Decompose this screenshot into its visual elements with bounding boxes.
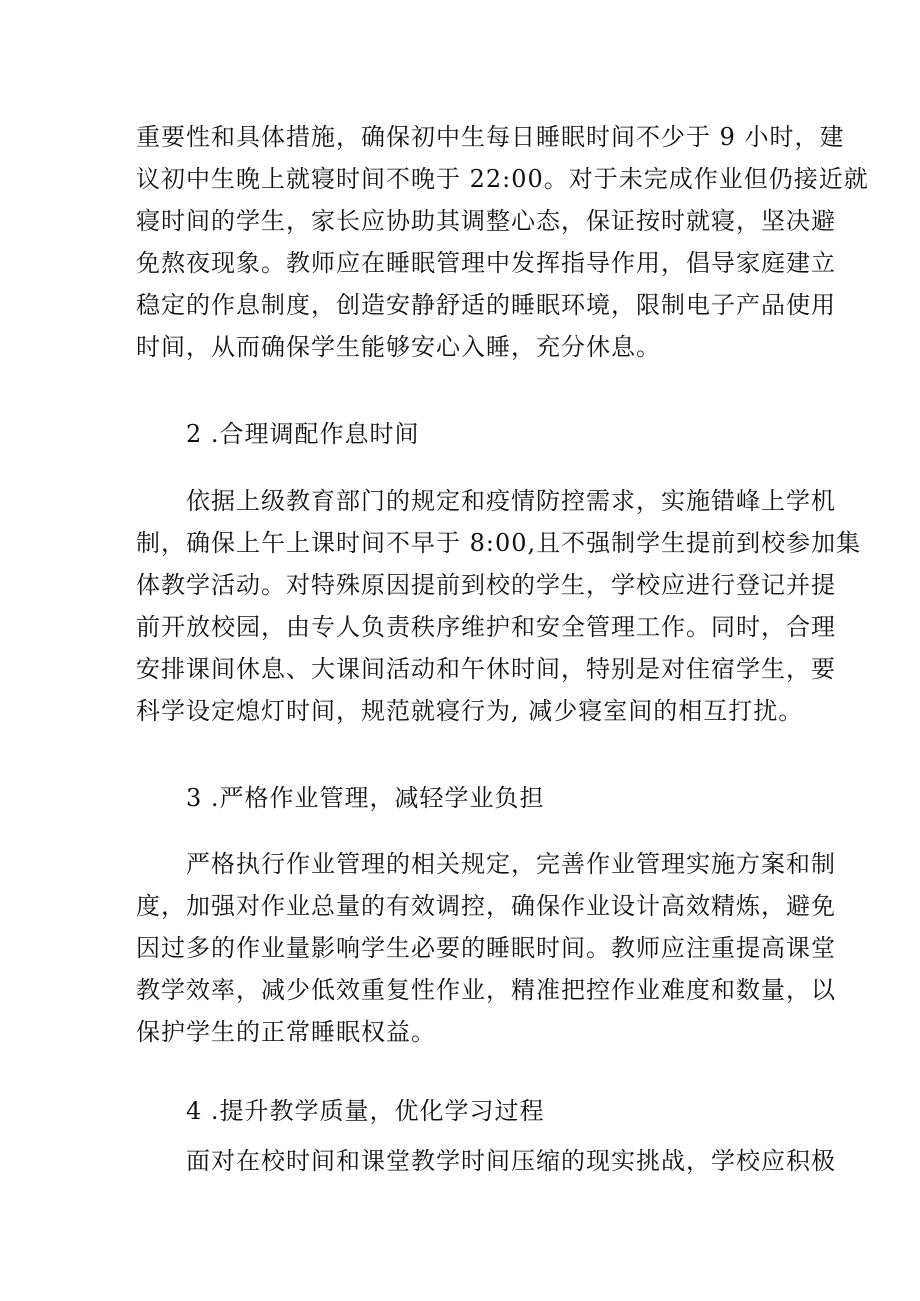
text-line: 议初中生晚上就寝时间不晚于 22:00。对于未完成作业但仍接近就 [136, 165, 869, 193]
text-line: 前开放校园，由专人负责秩序维护和安全管理工作。同时，合理 [136, 613, 836, 641]
text-line: 面对在校时间和课堂教学时间压缩的现实挑战，学校应积极 [186, 1147, 836, 1175]
paragraph-sleep-measures [136, 116, 869, 368]
section-heading-4: 4 .提升教学质量，优化学习过程 [186, 1097, 545, 1125]
paragraph-schedule [136, 480, 862, 732]
text-line: 时间，从而确保学生能够安心入睡，充分休息。 [136, 333, 661, 361]
text-line: 稳定的作息制度，创造安静舒适的睡眠环境，限制电子产品使用 [136, 291, 836, 319]
text-line: 寝时间的学生，家长应协助其调整心态，保证按时就寝，坚决避 [136, 207, 836, 235]
text-line: 因过多的作业量影响学生必要的睡眠时间。教师应注重提高课堂 [136, 934, 836, 962]
paragraph-teaching-quality [136, 1140, 836, 1182]
text-line: 保护学生的正常睡眠权益。 [136, 1018, 436, 1046]
text-line: 依据上级教育部门的规定和疫情防控需求，实施错峰上学机 [186, 487, 836, 515]
text-line: 安排课间休息、大课间活动和午休时间，特别是对住宿学生，要 [136, 655, 836, 683]
paragraph-homework [136, 843, 836, 1053]
section-heading-3: 3 .严格作业管理，减轻学业负担 [186, 784, 545, 812]
text-line: 严格执行作业管理的相关规定，完善作业管理实施方案和制 [186, 850, 836, 878]
text-line: 制，确保上午上课时间不早于 8:00,且不强制学生提前到校参加集 [136, 529, 862, 557]
text-line: 度，加强对作业总量的有效调控，确保作业设计高效精炼，避免 [136, 892, 836, 920]
text-line: 重要性和具体措施，确保初中生每日睡眠时间不少于 9 小时，建 [136, 123, 845, 151]
text-line: 体教学活动。对特殊原因提前到校的学生，学校应进行登记并提 [136, 571, 836, 599]
section-heading-2: 2 .合理调配作息时间 [186, 420, 420, 448]
text-line: 教学效率，减少低效重复性作业，精准把控作业难度和数量，以 [136, 976, 836, 1004]
text-line: 科学设定熄灯时间，规范就寝行为, 减少寝室间的相互打扰。 [136, 697, 804, 725]
text-line: 免熬夜现象。教师应在睡眠管理中发挥指导作用，倡导家庭建立 [136, 249, 836, 277]
